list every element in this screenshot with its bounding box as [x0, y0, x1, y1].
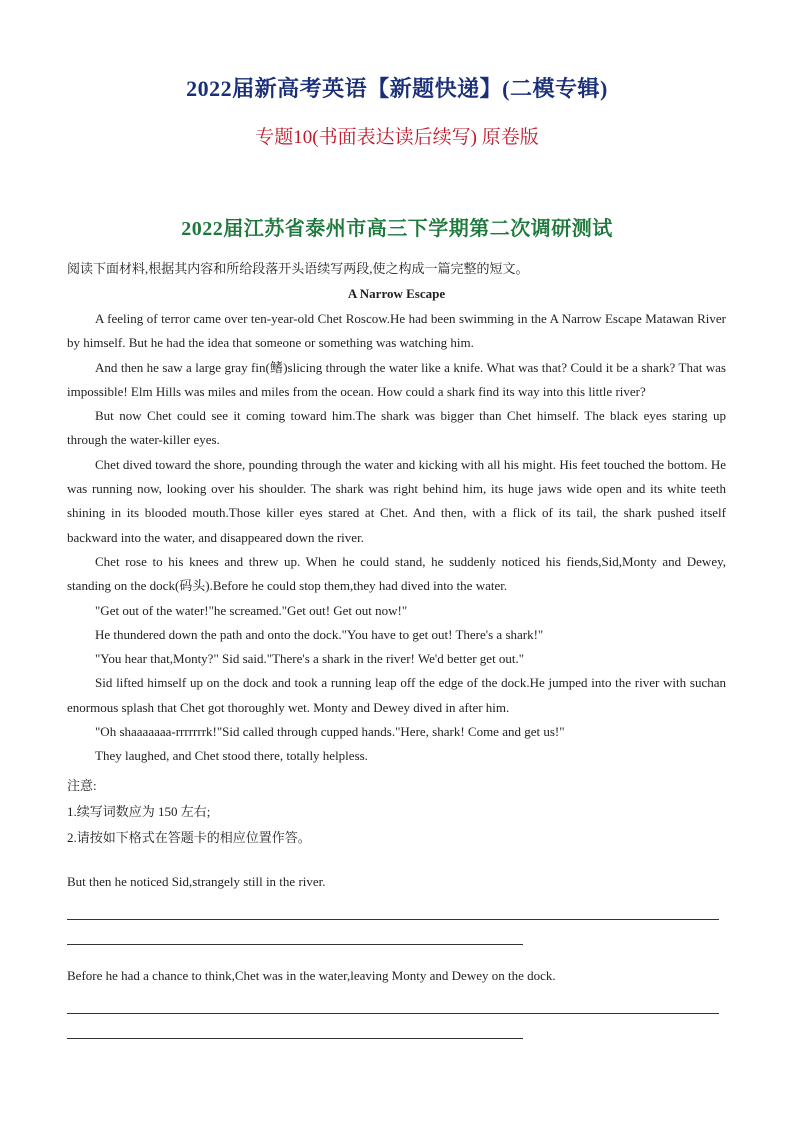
story-paragraph: Chet rose to his knees and threw up. When he could stand, he suddenly noticed his fiends,Sid,Monty and Dewey, standing on the dock(码头).Before he could stop them,they had dived into the water.	[67, 553, 726, 594]
instructions: 阅读下面材料,根据其内容和所给段落开头语续写两段,使之构成一篇完整的短文。	[67, 261, 529, 276]
continuation-prompt-1: But then he noticed Sid,strangely still in the river.	[67, 873, 326, 889]
notes-label: 注意:	[67, 777, 97, 793]
answer-line[interactable]	[67, 895, 719, 920]
story-paragraph: Chet dived toward the shore, pounding through the water and kicking with all his might. His feet touched the bottom. He was running now, looking over his shoulder. The shark was right behind him, its huge jaws wide open and its white teeth shining in its blooded mouth.Those killer eyes stared at Chet. And then, with a flick of its tail, the shark pushed itself backward into the water, and disappeared down the river.	[67, 456, 726, 545]
exam-title: 2022届江苏省泰州市高三下学期第二次调研测试	[181, 218, 613, 240]
document-title: 2022届新高考英语【新题快递】(二模专辑)	[186, 76, 608, 101]
document-body	[67, 257, 726, 1039]
continuation-prompt-2: Before he had a chance to think,Chet was in the water,leaving Monty and Dewey on the dock.	[67, 967, 556, 983]
notes-section	[67, 773, 726, 851]
note-item: 2.请按如下格式在答题卡的相应位置作答。	[67, 829, 311, 845]
answer-line[interactable]	[67, 920, 523, 945]
note-item: 1.续写词数应为 150 左右;	[67, 803, 211, 819]
answer-line[interactable]	[67, 989, 719, 1014]
story-title: A Narrow Escape	[347, 286, 446, 301]
story-paragraph: And then he saw a large gray fin(鳍)slicing through the water like a knife. What was that? Could it be a shark? That was impossible! Elm Hills was miles and miles from the ocean. How could a shark find its way into this little river?	[67, 359, 726, 399]
story-paragraph: "You hear that,Monty?" Sid said."There's a shark in the river! We'd better get out."	[95, 651, 525, 667]
story-paragraph: But now Chet could see it coming toward him.The shark was bigger than Chet himself. The black eyes staring up through the water-killer eyes.	[67, 408, 726, 448]
story-paragraph: A feeling of terror came over ten-year-old Chet Roscow.He had been swimming in the A Narrow Escape Matawan River by himself. But he had the idea that someone or something was watching him.	[67, 311, 726, 351]
story-paragraph: They laughed, and Chet stood there, totally helpless.	[95, 748, 368, 764]
story-paragraph: He thundered down the path and onto the dock."You have to get out! There's a shark!"	[95, 626, 544, 642]
answer-line[interactable]	[67, 1014, 523, 1039]
story-paragraph: "Oh shaaaaaaa-rrrrrrrk!"Sid called through cupped hands."Here, shark! Come and get us!"	[95, 724, 565, 740]
story-paragraph: "Get out of the water!"he screamed."Get out! Get out now!"	[95, 602, 408, 618]
document-subtitle: 专题10(书面表达读后续写) 原卷版	[255, 127, 539, 148]
story-paragraph: Sid lifted himself up on the dock and took a running leap off the edge of the dock.He jumped into the river with suchan enormous splash that Chet got thoroughly wet. Monty and Dewey dived in after him.	[67, 675, 726, 715]
